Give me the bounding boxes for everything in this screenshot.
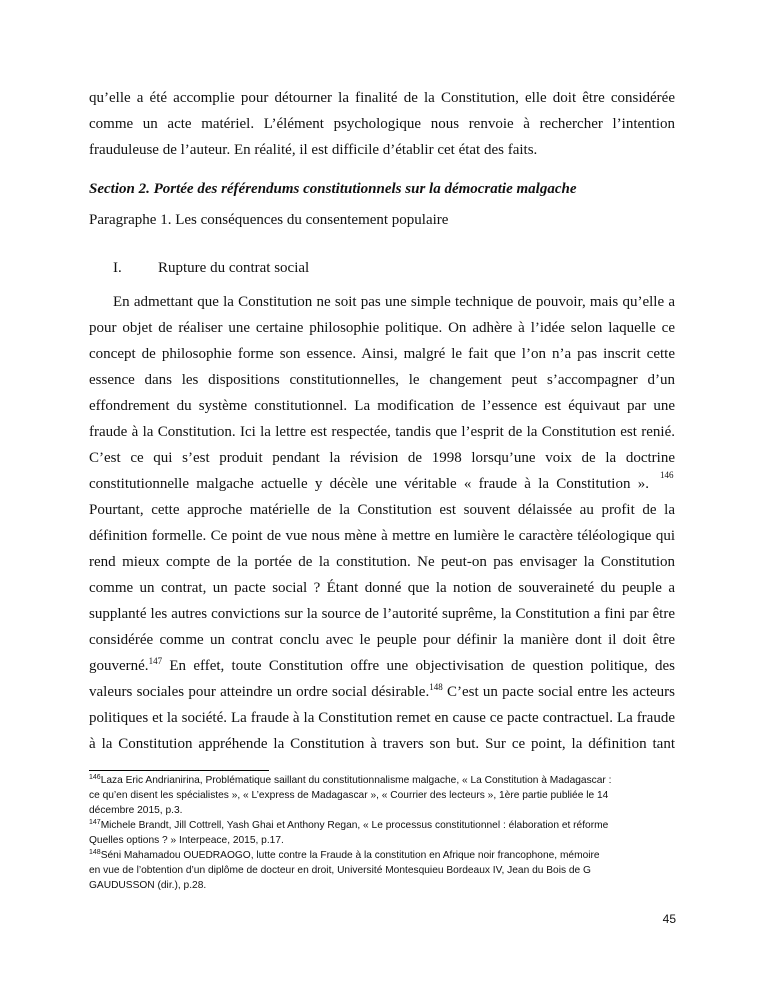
body-line: supplanté les autres convictions sur la source de l’autorité suprême, la Constitution a fini par être [89,606,675,622]
body-line: rend mieux compte de la portée de la constitution. Ne peut-on pas envisager la Constitution [89,554,675,570]
body-line: comme un acte matériel. L’élément psychologique nous renvoie à rechercher l’intention [89,116,675,132]
footnote-ref: 146 [660,470,674,480]
footnote-number: 146 [89,774,101,781]
body-line [89,656,675,676]
footnote-ref: 148 [429,682,443,692]
body-line: Pourtant, cette approche matérielle de la Constitution est souvent délaissée au profit de la [89,502,675,518]
body-line: essence dans les dispositions constitutionnelles, le changement peut s’accompagner d’un [89,372,675,388]
footnote-147 [89,819,679,833]
body-text: gouverné. [89,658,149,674]
body-line: concept de philosophie forme son essence. Ainsi, malgré le fait que l’on n’a pas inscrit cette [89,346,675,362]
body-line: En admettant que la Constitution ne soit pas une simple technique de pouvoir, mais qu’elle a [113,294,675,310]
subsection-title: Rupture du contrat social [158,260,310,276]
body-line: considérée comme un contrat conclu avec le peuple pour définir la manière dont il doit être [89,632,675,648]
body-line: politiques et la société. La fraude à la Constitution remet en cause ce pacte contractuel. La fraude [89,710,675,726]
footnote-line: ce qu’en disent les spécialistes », « L’express de Madagascar », « Courrier des lecteurs », 1ère partie publiée le 14 [89,790,609,801]
body-text: C’est un pacte social entre les acteurs [442,684,676,700]
footnote-148 [89,849,679,863]
body-line: pour objet de réaliser une certaine philosophie politique. On adhère à l’idée selon laquelle ce [89,320,675,336]
footnote-text: Laza Eric Andrianirina, Problématique saillant du constitutionnalisme malgache, « La Constitution à Madagascar : [100,775,612,786]
footnote-146 [89,774,679,788]
body-text: En effet, toute Constitution offre une objectivisation de question politique, des [162,658,675,674]
footnote-line: Quelles options ? » Interpeace, 2015, p.17. [89,835,284,846]
subsection-number: I. [113,260,122,276]
footnote-ref: 147 [148,656,163,666]
body-line: qu’elle a été accomplie pour détourner la finalité de la Constitution, elle doit être considérée [89,90,675,106]
section-title: Section 2. Portée des référendums constitutionnels sur la démocratie malgache [89,181,577,197]
body-line: effondrement du système constitutionnel. La modification de l’essence est équivaut par une [89,398,675,414]
footnote-text: Séni Mahamadou OUEDRAOGO, lutte contre la Fraude à la constitution en Afrique noir francophone, mémoire [100,850,600,861]
footnote-line: décembre 2015, p.3. [89,805,183,816]
body-line: comme un contrat, un pacte social ? Étant donné que la notion de souveraineté du peuple a [89,580,675,596]
body-line: frauduleuse de l’auteur. En réalité, il est difficile d’établir cet état des faits. [89,142,538,158]
body-line: à la Constitution appréhende la Constitution à travers son but. Sur ce point, la définition tant [89,736,675,752]
body-line: fraude à la Constitution. Ici la lettre est respectée, tandis que l’esprit de la Constitution est renié. [89,424,675,440]
body-text: valeurs sociales pour atteindre un ordre social désirable. [89,684,430,700]
body-line [89,682,675,702]
footnote-text: Michele Brandt, Jill Cottrell, Yash Ghai et Anthony Regan, « Le processus constitutionnel : élaboration et réforme [100,820,609,831]
footnote-separator [89,770,269,771]
body-line: définition formelle. Ce point de vue nous mène à mettre en lumière le caractère téléologique qui [89,528,675,544]
paragraph-title: Paragraphe 1. Les conséquences du consentement populaire [89,212,449,228]
footnote-line: GAUDUSSON (dir.), p.28. [89,880,207,891]
footnote-line: en vue de l’obtention d’un diplôme de docteur en droit, Université Montesquieu Bordeaux IV, Jean du Bois de G [89,865,591,876]
footnote-number: 148 [89,849,101,856]
footnote-number: 147 [89,819,101,826]
body-line: C’est ce qui s’est produit pendant la révision de 1998 lorsqu’une voix de la doctrine [89,450,675,466]
page-number: 45 [662,912,676,926]
body-line: constitutionnelle malgache actuelle y décèle une véritable « fraude à la Constitution ». [89,476,649,492]
